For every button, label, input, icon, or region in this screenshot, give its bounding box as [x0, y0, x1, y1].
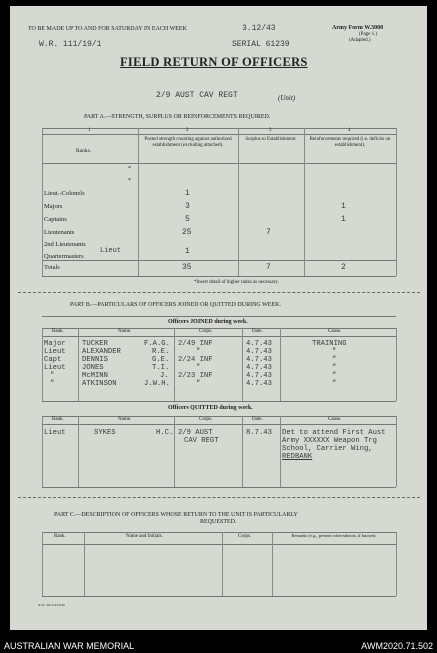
joined-col-name: Name.	[118, 329, 132, 334]
header-instruction: TO BE MADE UP TO AND FOR SATURDAY IN EACH WEEK	[28, 26, 187, 32]
date: 4.7.43	[246, 380, 272, 388]
form-sheet	[10, 6, 427, 630]
posted-value: 1	[185, 247, 190, 256]
footer-right: AWM2020.71.502	[361, 641, 433, 651]
col-head-ranks: Ranks.	[76, 148, 92, 154]
date: 8.7.43	[246, 429, 272, 437]
date: 4.7.43	[246, 372, 272, 380]
col-num-2: 2	[186, 128, 189, 133]
week-date: 3.12/43	[242, 24, 276, 33]
qm-note: Lieut	[100, 247, 122, 255]
name: ALEXANDER	[82, 348, 121, 356]
cause: "	[332, 348, 337, 356]
cause: "	[332, 356, 337, 364]
name: ATKINSON	[82, 380, 117, 388]
archive-footer	[0, 630, 437, 653]
posted-value: 1	[185, 189, 190, 198]
surplus-value: 7	[266, 228, 271, 237]
serial-number: SERIAL 61239	[232, 40, 290, 49]
quitted-col-rank: Rank.	[52, 417, 64, 422]
initials: F.A.G.	[144, 340, 170, 348]
initials: T.I.	[152, 364, 170, 372]
form-adapted: (Adapted.)	[349, 38, 371, 43]
col-num-4: 4	[348, 128, 351, 133]
total-surplus: 7	[266, 263, 271, 272]
initials: J.	[160, 372, 169, 380]
part-c-title: PART C.—DESCRIPTION OF OFFICERS WHOSE RETURN TO THE UNIT IS PARTICULARLY	[54, 512, 298, 518]
rank-label: Quartermasters	[44, 253, 84, 260]
unit-value: 2/9 AUST CAV REGT	[156, 91, 238, 100]
total-posted: 35	[182, 263, 192, 272]
joined-col-rank: Rank.	[52, 329, 64, 334]
name: SYKES	[94, 429, 116, 437]
corps: 2/24 INF	[178, 356, 213, 364]
cause: School, Carrier Wing,	[282, 445, 373, 453]
col-head-surplus: Surplus to Establishment.	[245, 137, 297, 142]
rank-label: Captains	[44, 216, 67, 223]
rank-label: Majors	[44, 203, 63, 210]
rank: Lieut	[44, 429, 66, 437]
asterisk-row: *	[128, 178, 131, 184]
form-title: FIELD RETURN OF OFFICERS	[120, 55, 308, 69]
col-head-reinf: Reinforcements required (i.e. deficits on establishment).	[309, 137, 391, 148]
asterisk-row: *	[128, 166, 131, 172]
name: DENNIS	[82, 356, 108, 364]
part-a-footnote: *Insert detail of higher ranks as necessary.	[194, 280, 279, 285]
cause: "	[332, 364, 337, 372]
posted-value: 5	[185, 215, 190, 224]
joined-col-date: Date.	[252, 329, 263, 334]
date: 4.7.43	[246, 348, 272, 356]
rank: Lieut	[44, 348, 66, 356]
rank: Lieut	[44, 364, 66, 372]
corps: 2/23 INF	[178, 372, 213, 380]
date: 4.7.43	[246, 340, 272, 348]
cause: "	[332, 380, 337, 388]
name: JONES	[82, 364, 104, 372]
joined-col-corps: Corps.	[199, 329, 213, 334]
footer-left: AUSTRALIAN WAR MEMORIAL	[4, 641, 135, 651]
initials: R.E.	[152, 348, 170, 356]
cause: "	[332, 372, 337, 380]
form-number: Army Form W.3008	[332, 25, 384, 31]
cause: Det to attend First Aust	[282, 429, 386, 437]
date: 4.7.43	[246, 364, 272, 372]
col-head-posted: Posted strength counting against authorized establishment (excluding attached).	[144, 137, 232, 148]
quitted-col-corps: Corps.	[199, 417, 213, 422]
col-num-1: 1	[88, 128, 91, 133]
print-code: A.W. 3m 5/43 8/40	[38, 603, 65, 607]
totals-label: Totals	[44, 264, 60, 271]
corps: "	[196, 348, 201, 356]
joined-col-cause: Cause.	[328, 329, 342, 334]
total-reinf: 2	[341, 263, 346, 272]
wr-reference: W.R. 111/19/1	[39, 40, 102, 49]
rank-label: Lieut.-Colonels	[44, 190, 85, 197]
partc-col-name: Name and Initials.	[126, 534, 163, 539]
initials: G.E.	[152, 356, 170, 364]
partc-col-corps: Corps.	[238, 534, 252, 539]
corps: "	[196, 364, 201, 372]
corps: "	[196, 380, 201, 388]
quitted-col-date: Date.	[252, 417, 263, 422]
posted-value: 3	[185, 202, 190, 211]
posted-value: 25	[182, 228, 192, 237]
rank: "	[50, 380, 55, 388]
cause: Army XXXXXX Weapon Trg	[282, 437, 377, 445]
cause: REDBANK	[282, 453, 313, 461]
rank-label: Lieutenants	[44, 229, 75, 236]
quitted-title: Officers QUITTED during week.	[168, 405, 253, 411]
rank-label: 2nd Lieutenants	[44, 241, 86, 248]
part-a-title: PART A.—STRENGTH, SURPLUS OR REINFORCEMENTS REQUIRED.	[84, 114, 271, 120]
quitted-col-name: Name.	[118, 417, 132, 422]
col-num-3: 3	[269, 128, 272, 133]
part-c-title-cont: REQUESTED.	[200, 519, 237, 525]
cause: TRAINING	[312, 340, 347, 348]
date: 4.7.43	[246, 356, 272, 364]
initials: J.W.H.	[144, 380, 170, 388]
name: TUCKER	[82, 340, 108, 348]
rank: Major	[44, 340, 66, 348]
unit-label: (Unit)	[278, 94, 296, 102]
partc-col-remarks: Remarks (e.g., present whereabouts, if known).	[291, 533, 377, 538]
corps: 2/49 INF	[178, 340, 213, 348]
corps: CAV REGT	[184, 437, 219, 445]
rank: Capt	[44, 356, 62, 364]
form-page: (Page 1.)	[359, 32, 378, 37]
name: McMINN	[82, 372, 108, 380]
part-b-title: PART B.—PARTICULARS OF OFFICERS JOINED OR QUITTED DURING WEEK.	[70, 302, 281, 308]
quitted-col-cause: Cause.	[328, 417, 342, 422]
joined-title: Officers JOINED during week.	[168, 319, 248, 325]
reinf-value: 1	[341, 202, 346, 211]
initials: H.C.	[156, 429, 174, 437]
reinf-value: 1	[341, 215, 346, 224]
partc-col-rank: Rank.	[54, 534, 66, 539]
rank: "	[50, 372, 55, 380]
corps: 2/9 AUST	[178, 429, 213, 437]
